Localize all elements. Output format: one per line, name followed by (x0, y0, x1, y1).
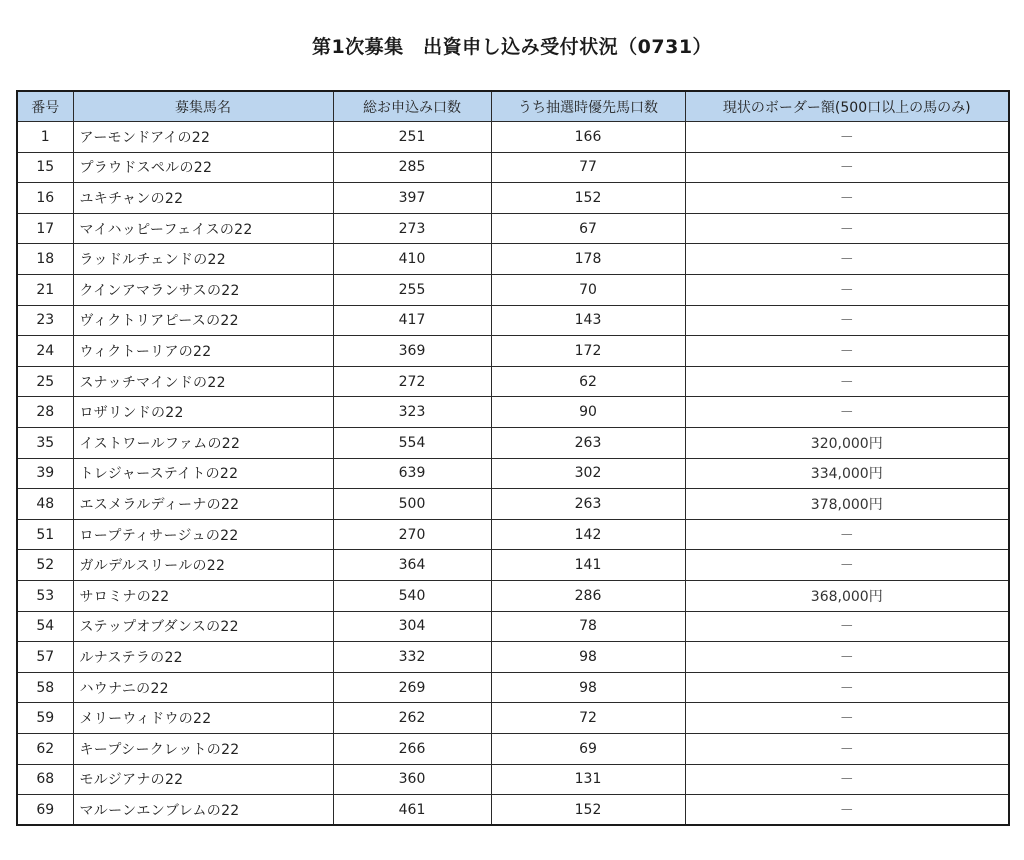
cell-horse-name: トレジャーステイトの22 (73, 458, 333, 489)
cell-priority-units: 263 (491, 489, 685, 520)
cell-number: 21 (17, 275, 73, 306)
table-row (17, 581, 1009, 612)
table-row (17, 642, 1009, 673)
cell-priority-units: 72 (491, 703, 685, 734)
cell-horse-name: スナッチマインドの22 (73, 366, 333, 397)
header-priority-units: うち抽選時優先馬口数 (491, 91, 685, 122)
table-row (17, 183, 1009, 214)
cell-number: 54 (17, 611, 73, 642)
cell-border-amount: － (685, 733, 1009, 764)
cell-horse-name: ラッドルチェンドの22 (73, 244, 333, 275)
cell-total-units: 273 (333, 213, 491, 244)
cell-priority-units: 90 (491, 397, 685, 428)
table-row (17, 764, 1009, 795)
cell-total-units: 360 (333, 764, 491, 795)
cell-horse-name: ロープティサージュの22 (73, 519, 333, 550)
cell-priority-units: 62 (491, 366, 685, 397)
cell-horse-name: モルジアナの22 (73, 764, 333, 795)
table-row (17, 305, 1009, 336)
cell-priority-units: 302 (491, 458, 685, 489)
cell-number: 57 (17, 642, 73, 673)
cell-border-amount: 378,000円 (685, 489, 1009, 520)
cell-number: 23 (17, 305, 73, 336)
table-row (17, 703, 1009, 734)
cell-total-units: 639 (333, 458, 491, 489)
cell-number: 15 (17, 152, 73, 183)
cell-border-amount: － (685, 366, 1009, 397)
cell-horse-name: アーモンドアイの22 (73, 122, 333, 153)
cell-priority-units: 152 (491, 183, 685, 214)
cell-border-amount: － (685, 183, 1009, 214)
cell-border-amount: － (685, 550, 1009, 581)
cell-total-units: 554 (333, 428, 491, 459)
cell-priority-units: 166 (491, 122, 685, 153)
cell-priority-units: 98 (491, 672, 685, 703)
cell-horse-name: エスメラルディーナの22 (73, 489, 333, 520)
header-horse-name: 募集馬名 (73, 91, 333, 122)
cell-number: 35 (17, 428, 73, 459)
cell-number: 17 (17, 213, 73, 244)
table-row (17, 672, 1009, 703)
cell-horse-name: ヴィクトリアピースの22 (73, 305, 333, 336)
cell-border-amount: － (685, 152, 1009, 183)
table-body (17, 122, 1009, 826)
table-row (17, 458, 1009, 489)
cell-total-units: 266 (333, 733, 491, 764)
cell-total-units: 461 (333, 795, 491, 826)
cell-priority-units: 98 (491, 642, 685, 673)
cell-horse-name: マイハッピーフェイスの22 (73, 213, 333, 244)
table-row (17, 428, 1009, 459)
cell-number: 39 (17, 458, 73, 489)
cell-border-amount: 334,000円 (685, 458, 1009, 489)
cell-total-units: 255 (333, 275, 491, 306)
cell-number: 68 (17, 764, 73, 795)
cell-border-amount: － (685, 305, 1009, 336)
cell-horse-name: クインアマランサスの22 (73, 275, 333, 306)
cell-total-units: 251 (333, 122, 491, 153)
cell-horse-name: ルナステラの22 (73, 642, 333, 673)
table-row (17, 336, 1009, 367)
cell-number: 62 (17, 733, 73, 764)
cell-horse-name: キープシークレットの22 (73, 733, 333, 764)
table-row (17, 213, 1009, 244)
cell-number: 59 (17, 703, 73, 734)
cell-total-units: 270 (333, 519, 491, 550)
cell-total-units: 364 (333, 550, 491, 581)
cell-horse-name: マルーンエンブレムの22 (73, 795, 333, 826)
cell-number: 1 (17, 122, 73, 153)
header-total-units: 総お申込み口数 (333, 91, 491, 122)
cell-border-amount: － (685, 672, 1009, 703)
cell-border-amount: － (685, 764, 1009, 795)
cell-horse-name: ステップオブダンスの22 (73, 611, 333, 642)
table-row (17, 275, 1009, 306)
cell-horse-name: ハウナニの22 (73, 672, 333, 703)
cell-priority-units: 152 (491, 795, 685, 826)
cell-priority-units: 77 (491, 152, 685, 183)
cell-priority-units: 131 (491, 764, 685, 795)
cell-priority-units: 67 (491, 213, 685, 244)
cell-total-units: 269 (333, 672, 491, 703)
cell-number: 28 (17, 397, 73, 428)
cell-total-units: 304 (333, 611, 491, 642)
cell-border-amount: － (685, 642, 1009, 673)
cell-border-amount: － (685, 275, 1009, 306)
page-title: 第1次募集 出資申し込み受付状況（0731） (311, 36, 713, 58)
cell-total-units: 272 (333, 366, 491, 397)
cell-priority-units: 70 (491, 275, 685, 306)
cell-border-amount: － (685, 244, 1009, 275)
cell-priority-units: 263 (491, 428, 685, 459)
table-row (17, 397, 1009, 428)
cell-total-units: 285 (333, 152, 491, 183)
cell-priority-units: 141 (491, 550, 685, 581)
cell-horse-name: ガルデルスリールの22 (73, 550, 333, 581)
cell-number: 52 (17, 550, 73, 581)
cell-priority-units: 69 (491, 733, 685, 764)
subscription-table (16, 90, 1010, 826)
cell-total-units: 397 (333, 183, 491, 214)
cell-horse-name: プラウドスペルの22 (73, 152, 333, 183)
cell-number: 53 (17, 581, 73, 612)
cell-horse-name: ユキチャンの22 (73, 183, 333, 214)
table-row (17, 733, 1009, 764)
cell-horse-name: メリーウィドウの22 (73, 703, 333, 734)
cell-priority-units: 172 (491, 336, 685, 367)
table-row (17, 366, 1009, 397)
cell-horse-name: イストワールファムの22 (73, 428, 333, 459)
cell-total-units: 417 (333, 305, 491, 336)
table-row (17, 122, 1009, 153)
header-border-amount: 現状のボーダー額(500口以上の馬のみ) (685, 91, 1009, 122)
cell-border-amount: － (685, 397, 1009, 428)
table-row (17, 152, 1009, 183)
cell-priority-units: 286 (491, 581, 685, 612)
cell-number: 24 (17, 336, 73, 367)
cell-number: 18 (17, 244, 73, 275)
cell-total-units: 332 (333, 642, 491, 673)
cell-number: 51 (17, 519, 73, 550)
cell-border-amount: 368,000円 (685, 581, 1009, 612)
table-row (17, 519, 1009, 550)
table-row (17, 795, 1009, 826)
cell-number: 16 (17, 183, 73, 214)
cell-priority-units: 178 (491, 244, 685, 275)
cell-total-units: 410 (333, 244, 491, 275)
cell-border-amount: － (685, 122, 1009, 153)
cell-total-units: 323 (333, 397, 491, 428)
cell-priority-units: 78 (491, 611, 685, 642)
cell-total-units: 369 (333, 336, 491, 367)
cell-border-amount: － (685, 611, 1009, 642)
cell-priority-units: 143 (491, 305, 685, 336)
table-row (17, 550, 1009, 581)
cell-priority-units: 142 (491, 519, 685, 550)
table-row (17, 244, 1009, 275)
cell-total-units: 540 (333, 581, 491, 612)
cell-number: 69 (17, 795, 73, 826)
table-row (17, 611, 1009, 642)
cell-horse-name: ロザリンドの22 (73, 397, 333, 428)
cell-border-amount: － (685, 336, 1009, 367)
cell-number: 25 (17, 366, 73, 397)
cell-total-units: 500 (333, 489, 491, 520)
table-row (17, 489, 1009, 520)
cell-number: 58 (17, 672, 73, 703)
cell-border-amount: － (685, 213, 1009, 244)
cell-total-units: 262 (333, 703, 491, 734)
table-header-row (17, 91, 1009, 122)
cell-horse-name: サロミナの22 (73, 581, 333, 612)
cell-border-amount: － (685, 519, 1009, 550)
cell-number: 48 (17, 489, 73, 520)
header-number: 番号 (17, 91, 73, 122)
cell-border-amount: 320,000円 (685, 428, 1009, 459)
cell-border-amount: － (685, 703, 1009, 734)
cell-horse-name: ウィクトーリアの22 (73, 336, 333, 367)
cell-border-amount: － (685, 795, 1009, 826)
